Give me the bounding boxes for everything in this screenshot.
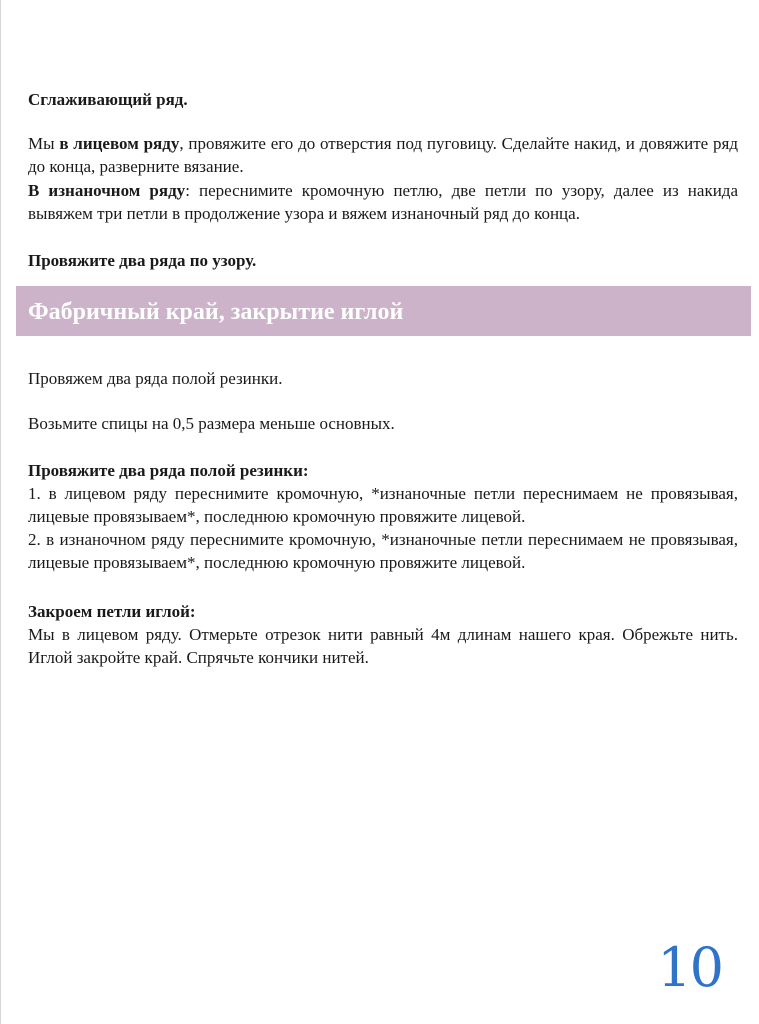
smoothing-closing-line: Провяжите два ряда по узору. — [28, 251, 257, 270]
smoothing-knit-row-paragraph — [28, 132, 738, 178]
page-number: 10 — [657, 936, 722, 999]
needle-bind-off-heading: Закроем петли иглой: — [28, 602, 196, 621]
hollow-rib-step-1: 1. в лицевом ряду переснимите кромочную, *изнаночные петли переснимаем не провязывая, лицевые провязываем*, последнюю кромочную провяжите лицевой. — [28, 484, 738, 526]
smoothing-row-heading: Сглаживающий ряд. — [28, 90, 188, 109]
needle-bind-off-text: Мы в лицевом ряду. Отмерьте отрезок нити равный 4м длинам нашего края. Обрежьте нить. Иглой закройте край. Спрячьте кончики нитей. — [28, 625, 738, 667]
section-banner — [16, 286, 751, 336]
smoothing-purl-row-paragraph — [28, 179, 738, 225]
smoothing-p2-rest: : переснимите кромочную петлю, две петли по узору, далее из накида вывяжем три петли в продолжение узора и вяжем изнаночный ряд до конца. — [28, 181, 738, 223]
section-title: Фабричный край, закрытие иглой — [28, 299, 404, 325]
factory-edge-intro-1: Провяжем два ряда полой резинки. — [28, 369, 283, 388]
hollow-rib-step-2: 2. в изнаночном ряду переснимите кромочную, *изнаночные петли переснимаем не провязывая, лицевые провязываем*, последнюю кромочную провяжите лицевой. — [28, 530, 738, 572]
hollow-rib-heading: Провяжите два ряда полой резинки: — [28, 461, 309, 480]
smoothing-p1-bold: в лицевом ряду — [59, 134, 180, 153]
factory-edge-intro-2: Возьмите спицы на 0,5 размера меньше основных. — [28, 414, 395, 433]
smoothing-p1-prefix: Мы — [28, 134, 60, 153]
smoothing-p1-rest: , провяжите его до отверстия под пуговицу. Сделайте накид, и довяжите ряд до конца, разверните вязание. — [28, 134, 738, 176]
smoothing-p2-bold: В изнаночном ряду — [28, 181, 186, 200]
